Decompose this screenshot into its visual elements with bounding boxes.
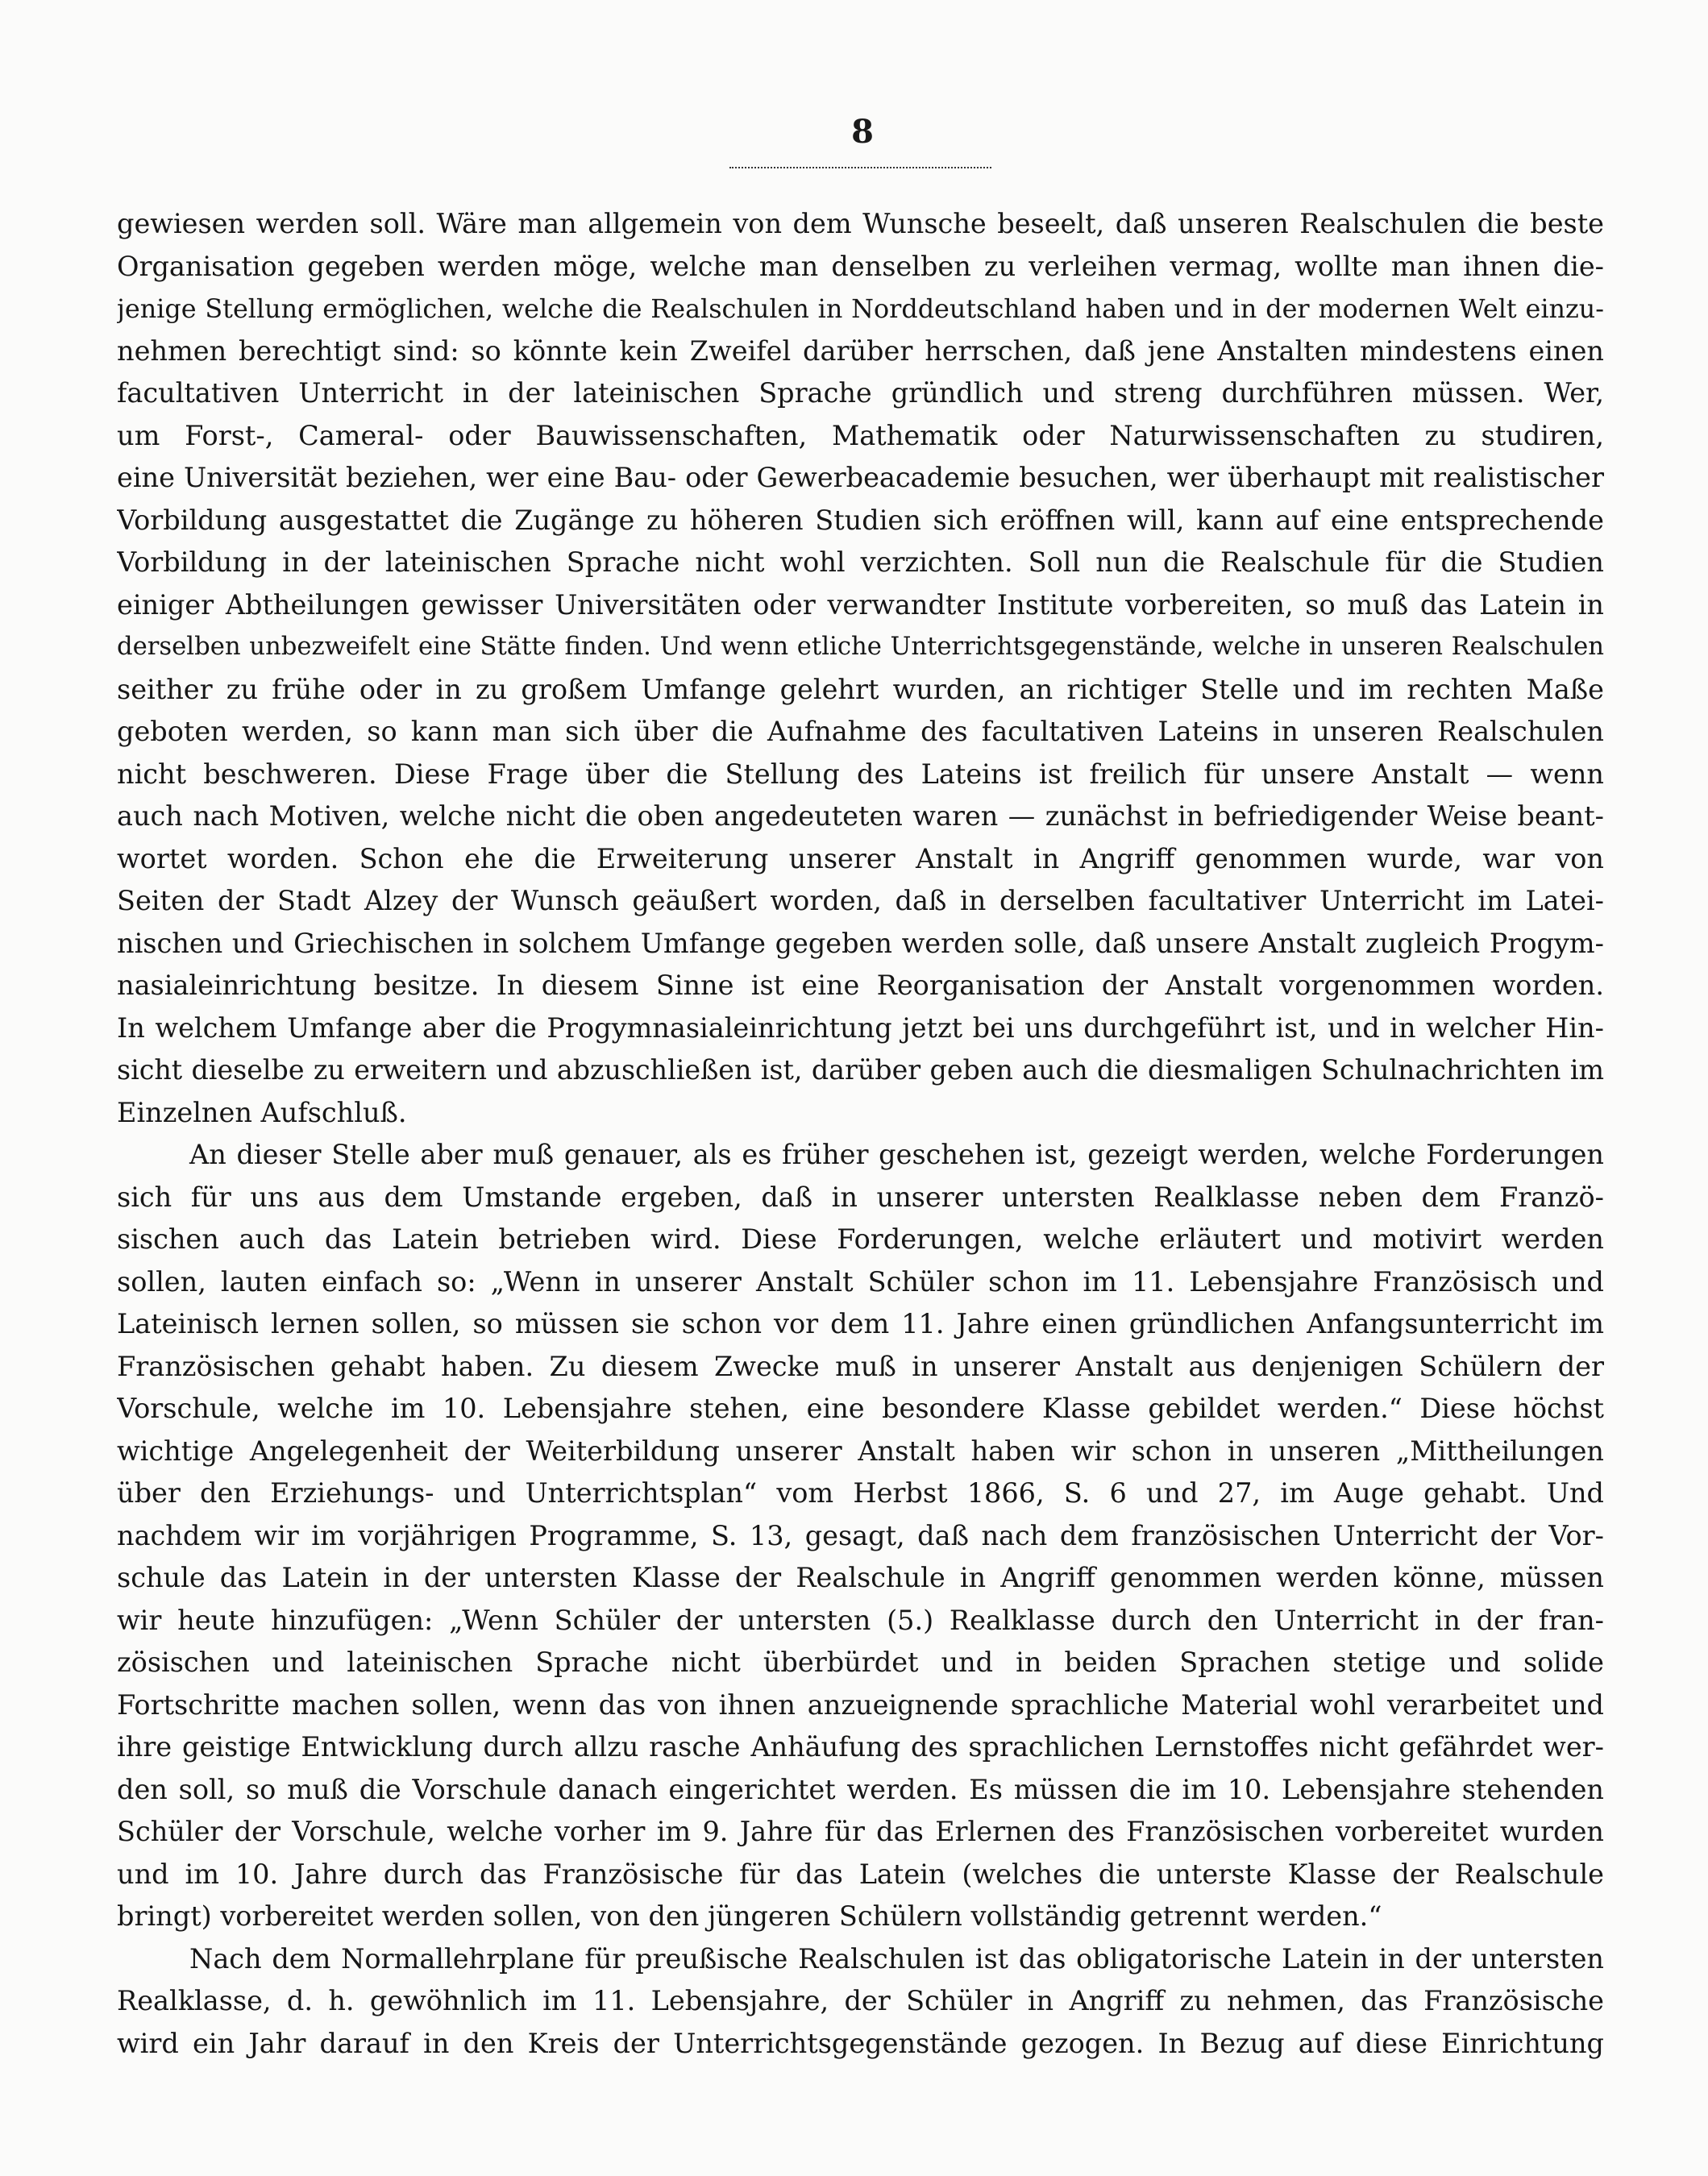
- text-line: Französischen gehabt haben. Zu diesem Zwecke muß in unserer Anstalt aus denjenigen Schülern der: [117, 1350, 1604, 1382]
- text-line: Schüler der Vorschule, welche vorher im 9. Jahre für das Erlernen des Französischen vorbereitet wurden: [117, 1816, 1604, 1847]
- text-line: gewiesen werden soll. Wäre man allgemein von dem Wunsche beseelt, daß unseren Realschulen die beste: [117, 208, 1604, 239]
- text-line: Vorbildung ausgestattet die Zugänge zu höheren Studien sich eröffnen will, kann auf eine entsprechende: [117, 504, 1604, 536]
- text-line: um Forst-, Cameral- oder Bauwissenschaften, Mathematik oder Naturwissenschaften zu studiren,: [117, 419, 1604, 451]
- text-line: nicht beschweren. Diese Frage über die Stellung des Lateins ist freilich für unsere Anstalt — wenn: [117, 758, 1604, 790]
- text-line: nasialeinrichtung besitze. In diesem Sinne ist eine Reorganisation der Anstalt vorgenommen worden.: [117, 970, 1604, 1001]
- paragraph-3: [117, 1938, 1604, 2066]
- paragraph-2: [117, 1134, 1604, 1938]
- text-line: zösischen und lateinischen Sprache nicht überbürdet und in beiden Sprachen stetige und solide: [117, 1647, 1604, 1678]
- text-line: eine Universität beziehen, wer eine Bau- oder Gewerbeacademie besuchen, wer überhaupt mit realistischer: [117, 462, 1604, 493]
- text-line: Realklasse, d. h. gewöhnlich im 11. Lebensjahre, der Schüler in Angriff zu nehmen, das Französische: [117, 1985, 1604, 2016]
- text-line: Organisation gegeben werden möge, welche man denselben zu verleihen vermag, wollte man ihnen die-: [117, 250, 1604, 282]
- body-text: [117, 203, 1604, 2065]
- text-line: Einzelnen Aufschluß.: [117, 1096, 407, 1128]
- text-line: einiger Abtheilungen gewisser Universitäten oder verwandter Institute vorbereiten, so muß das Latein in: [117, 588, 1604, 621]
- text-line: auch nach Motiven, welche nicht die oben angedeuteten waren — zunächst in befriedigender Weise beant-: [117, 800, 1604, 832]
- text-line: sischen auch das Latein betrieben wird. Diese Forderungen, welche erläutert und motivirt werden: [117, 1223, 1604, 1255]
- text-line: In welchem Umfange aber die Progymnasialeinrichtung jetzt bei uns durchgeführt ist, und in welcher Hin-: [117, 1011, 1604, 1044]
- text-line: wir heute hinzufügen: „Wenn Schüler der untersten (5.) Realklasse durch den Unterricht in der fran-: [117, 1604, 1604, 1636]
- text-line: Vorschule, welche im 10. Lebensjahre stehen, eine besondere Klasse gebildet werden.“ Diese höchst: [117, 1393, 1604, 1424]
- text-line: Lateinisch lernen sollen, so müssen sie schon vor dem 11. Jahre einen gründlichen Anfangsunterricht im: [117, 1308, 1604, 1339]
- text-line: schule das Latein in der untersten Klasse der Realschule in Angriff genommen werden könne, müssen: [117, 1562, 1604, 1593]
- text-line: derselben unbezweifelt eine Stätte finden. Und wenn etliche Unterrichtsgegenstände, welche in unseren Realschulen: [117, 633, 1604, 661]
- text-line: jenige Stellung ermöglichen, welche die Realschulen in Norddeutschland haben und in der modernen Welt einzu-: [117, 293, 1604, 324]
- text-line: sollen, lauten einfach so: „Wenn in unserer Anstalt Schüler schon im 11. Lebensjahre Französisch und: [117, 1265, 1604, 1298]
- text-line: wichtige Angelegenheit der Weiterbildung unserer Anstalt haben wir schon in unseren „Mittheilungen: [117, 1435, 1604, 1467]
- text-line: wortet worden. Schon ehe die Erweiterung unserer Anstalt in Angriff genommen wurde, war von: [117, 842, 1604, 874]
- text-line: wird ein Jahr darauf in den Kreis der Unterrichtsgegenstände gezogen. In Bezug auf diese Einrichtung: [117, 2027, 1604, 2059]
- text-line: über den Erziehungs- und Unterrichtsplan“ vom Herbst 1866, S. 6 und 27, im Auge gehabt. Und: [117, 1477, 1604, 1509]
- text-line: und im 10. Jahre durch das Französische für das Latein (welches die unterste Klasse der Realschule: [117, 1858, 1604, 1890]
- text-line: Vorbildung in der lateinischen Sprache nicht wohl verzichten. Soll nun die Realschule für die Studien: [117, 546, 1604, 578]
- text-line: sicht dieselbe zu erweitern und abzuschließen ist, darüber geben auch die diesmaligen Schulnachrichten im: [117, 1054, 1604, 1086]
- text-line: seither zu frühe oder in zu großem Umfange gelehrt wurden, an richtiger Stelle und im rechten Maße: [117, 673, 1604, 705]
- text-line: Seiten der Stadt Alzey der Wunsch geäußert worden, daß in derselben facultativer Unterricht im Latei-: [117, 885, 1604, 916]
- text-line: ihre geistige Entwicklung durch allzu rasche Anhäufung des sprachlichen Lernstoffes nicht gefährdet wer-: [117, 1731, 1604, 1763]
- text-line: den soll, so muß die Vorschule danach eingerichtet werden. Es müssen die im 10. Lebensjahre stehenden: [117, 1773, 1604, 1805]
- text-line: facultativen Unterricht in der lateinischen Sprache gründlich und streng durchführen müssen. Wer,: [117, 377, 1604, 409]
- text-line: sich für uns aus dem Umstande ergeben, daß in unserer untersten Realklasse neben dem Franzö-: [117, 1181, 1604, 1213]
- page-number: 8: [851, 113, 874, 151]
- text-line: nehmen berechtigt sind: so könnte kein Zweifel darüber herrschen, daß jene Anstalten mindestens einen: [117, 334, 1604, 367]
- text-line: bringt) vorbereitet werden sollen, von den jüngeren Schülern vollständig getrennt werden.“: [117, 1900, 1382, 1932]
- text-line: Fortschritte machen sollen, wenn das von ihnen anzueignende sprachliche Material wohl verarbeitet und: [117, 1688, 1604, 1721]
- text-line: nischen und Griechischen in solchem Umfange gegeben werden solle, daß unsere Anstalt zugleich Progym-: [117, 927, 1604, 959]
- header-rule: [729, 167, 991, 168]
- paragraph-1: [117, 203, 1604, 1134]
- text-line: geboten werden, so kann man sich über die Aufnahme des facultativen Lateins in unseren Realschulen: [117, 716, 1604, 747]
- text-line: nachdem wir im vorjährigen Programme, S. 13, gesagt, daß nach dem französischen Unterricht der Vor-: [117, 1519, 1604, 1551]
- text-line: Nach dem Normallehrplane für preußische Realschulen ist das obligatorische Latein in der untersten: [189, 1942, 1604, 1975]
- text-line: An dieser Stelle aber muß genauer, als es früher geschehen ist, gezeigt werden, welche Forderungen: [189, 1139, 1604, 1170]
